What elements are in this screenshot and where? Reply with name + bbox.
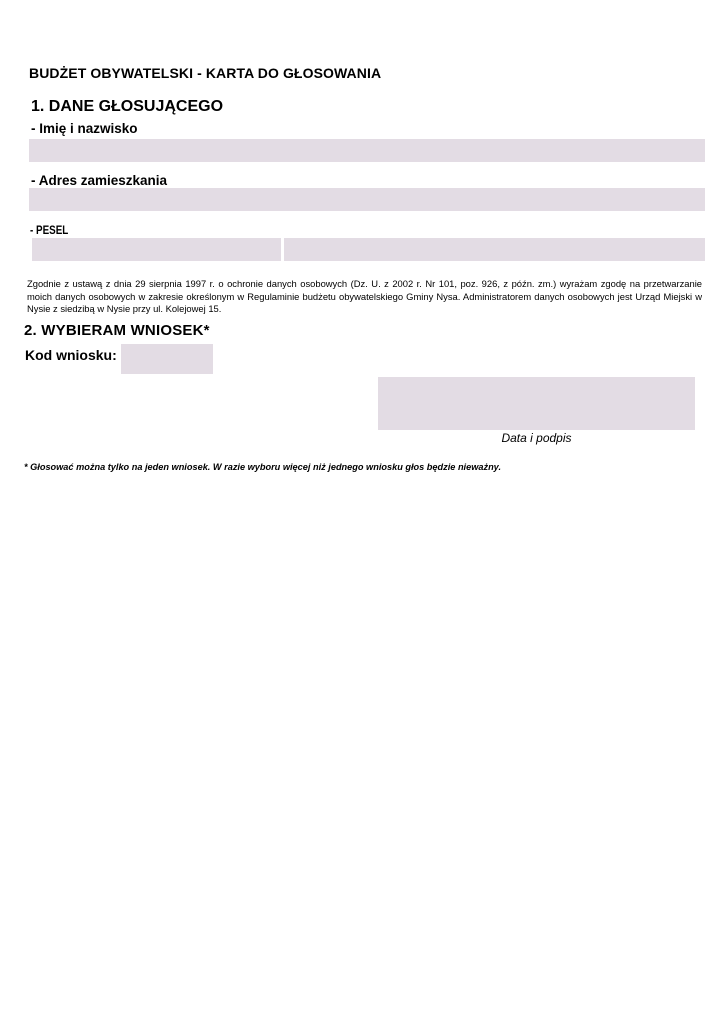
full-name-label: - Imię i nazwisko bbox=[31, 121, 138, 136]
full-name-field[interactable] bbox=[29, 139, 705, 162]
address-field[interactable] bbox=[29, 188, 705, 211]
date-signature-field[interactable] bbox=[378, 377, 695, 430]
address-label: - Adres zamieszkania bbox=[31, 173, 168, 188]
pesel-field-part-2[interactable] bbox=[284, 238, 705, 261]
data-consent-text: Zgodnie z ustawą z dnia 29 sierpnia 1997 r. o ochronie danych osobowych (Dz. U. z 2002 r. Nr 101, poz. 926, z późn. zm.) wyrażam zgodę na przetwarzanie moich danych osobowych w zakresie określonym w Regulaminie budżetu obywatelskiego Gminy Nysa. Administratorem danych osobowych jest Urząd Miejski w Nysie z siedzibą w Nysie przy ul. Kolejowej 15. bbox=[27, 278, 702, 314]
footnote-single-vote: * Głosować można tylko na jeden wniosek. W razie wyboru więcej niż jednego wniosku głos będzie nieważny. bbox=[24, 462, 502, 472]
proposal-code-field[interactable] bbox=[121, 344, 213, 374]
pesel-field-part-1[interactable] bbox=[32, 238, 281, 261]
section-proposal-heading: 2. WYBIERAM WNIOSEK* bbox=[24, 322, 210, 339]
proposal-code-label: Kod wniosku: bbox=[25, 347, 117, 363]
section-voter-data-heading: 1. DANE GŁOSUJĄCEGO bbox=[31, 98, 224, 115]
form-title: BUDŻET OBYWATELSKI - KARTA DO GŁOSOWANIA bbox=[29, 65, 382, 81]
date-signature-caption: Data i podpis bbox=[501, 431, 572, 445]
pesel-label: - PESEL bbox=[30, 223, 69, 237]
